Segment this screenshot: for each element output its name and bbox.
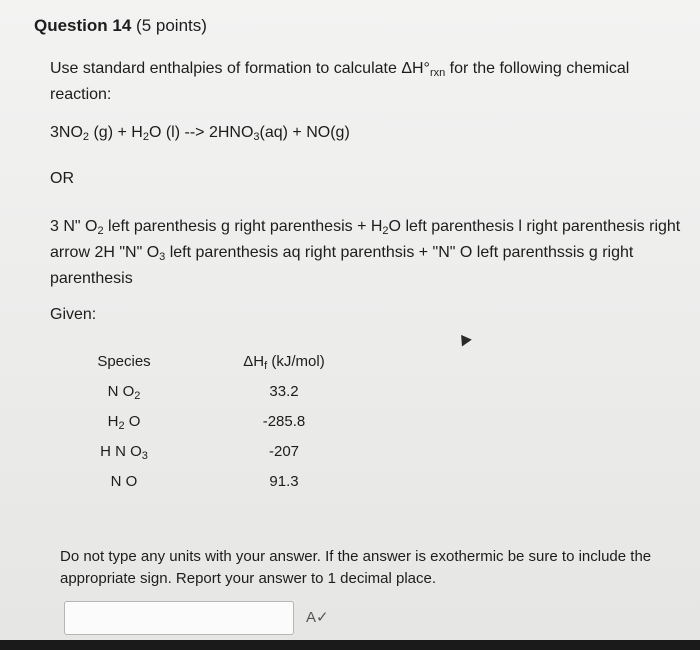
- header-enthalpy: $\Delta H_f$ (kJ/mol): [243, 352, 325, 372]
- spellcheck-icon[interactable]: A✓: [306, 609, 329, 626]
- enthalpy-table: [78, 346, 338, 496]
- species-cell: N O: [110, 472, 138, 490]
- species-cell: N $O_2$: [107, 382, 141, 402]
- answer-instructions: Do not type any units with your answer. If the answer is exothermic be sure to include the appropriate sign. Report your answer to 1 decimal place.: [60, 548, 652, 587]
- prompt-text-end: for the following chemical reaction:: [50, 60, 630, 103]
- table-row: [78, 436, 338, 466]
- question-number: Question 14: [34, 16, 132, 35]
- answer-input[interactable]: [64, 601, 294, 635]
- value-cell: -285.8: [262, 412, 306, 430]
- reaction-equation-text: 3 N" $O_2$ left parenthesis g right parenthesis + $H_2O$ left parenthesis l right parenthesis right arrow 2H "N" $O_3$ left parenthesis aq right parenthsis + "N" O left parenthssis g right parenthesis: [50, 218, 681, 287]
- table-row: [78, 466, 338, 496]
- value-cell: -207: [268, 442, 300, 460]
- prompt-subscript: rxn: [429, 67, 446, 79]
- prompt-text-start: Use standard enthalpies of formation to calculate ΔH°: [50, 60, 430, 77]
- given-label: Given:: [50, 306, 97, 323]
- reaction-equation: $3NO_2$ $(g) + H_2O$ (l) --> $2HNO_3(aq) + NO(g)$: [50, 124, 350, 143]
- species-cell: $H_2$ O: [107, 412, 141, 432]
- value-cell: 33.2: [269, 382, 299, 400]
- question-prompt: [50, 56, 690, 108]
- value-cell: 91.3: [269, 472, 299, 490]
- mouse-pointer-icon: [456, 331, 472, 346]
- header-species: Species: [97, 352, 151, 370]
- table-header-row: [78, 346, 338, 376]
- question-points: (5 points): [136, 16, 207, 35]
- table-row: [78, 376, 338, 406]
- bottom-bar: [0, 640, 700, 650]
- or-label: OR: [50, 170, 74, 187]
- species-cell: H N $O_3$: [100, 442, 148, 462]
- table-row: [78, 406, 338, 436]
- question-title: [34, 16, 207, 36]
